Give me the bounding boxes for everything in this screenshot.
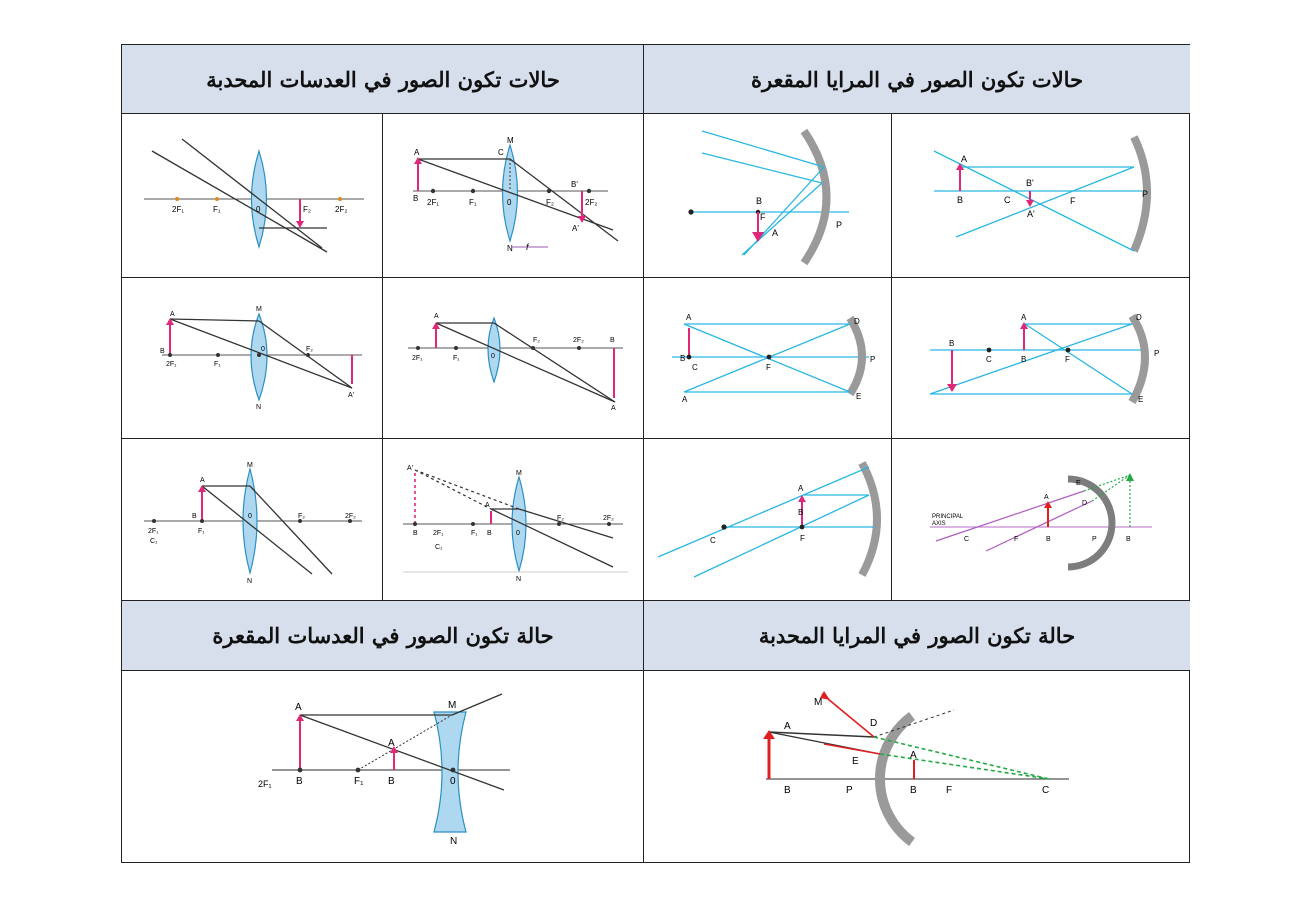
- label-a: A: [485, 502, 490, 509]
- label-o: 0: [256, 205, 261, 214]
- label-a: A: [784, 721, 791, 732]
- label-m: M: [516, 470, 522, 477]
- label-m: M: [448, 700, 457, 711]
- label-n: N: [507, 244, 513, 253]
- label-2f1: 2F₁: [258, 779, 272, 789]
- label-2f1: 2F₁: [172, 205, 185, 214]
- label-a-prime: A': [572, 224, 579, 233]
- label-c: C: [1042, 785, 1050, 796]
- label-2f1: 2F₁: [433, 530, 444, 537]
- label-m: M: [814, 697, 823, 708]
- label-b: B: [610, 337, 615, 344]
- label-c1: C₁: [150, 538, 158, 545]
- label-a: A: [686, 313, 692, 322]
- label-f2: F₂: [306, 346, 313, 353]
- label-a-prime: A: [611, 405, 616, 412]
- label-f1: F₁: [214, 361, 221, 368]
- label-a: A: [1044, 494, 1049, 501]
- header-convex-lenses-text: حالات تكون الصور في العدسات المحدبة: [206, 66, 560, 92]
- label-a-image: A: [910, 750, 917, 761]
- label-e: E: [1076, 480, 1081, 487]
- label-p: P: [836, 220, 843, 230]
- label-o: 0: [261, 346, 265, 353]
- ray-diagram: [122, 439, 382, 599]
- label-b-image: B: [910, 785, 917, 796]
- label-b: B: [798, 508, 804, 517]
- label-b: B: [1046, 536, 1051, 543]
- label-b: B: [756, 196, 763, 206]
- diagram-convex-lens-2: [383, 115, 643, 277]
- label-a: A: [170, 311, 175, 318]
- label-p: P: [1154, 349, 1160, 358]
- label-m: M: [247, 462, 253, 469]
- label-a: A: [772, 228, 779, 238]
- label-c: C: [710, 536, 716, 545]
- label-b: B: [784, 785, 791, 796]
- label-f: F: [800, 534, 805, 543]
- label-a: A: [1021, 313, 1027, 322]
- label-b-image: B: [388, 776, 395, 787]
- diagram-convex-lens-3: [122, 278, 382, 438]
- label-b: B: [957, 195, 964, 205]
- header-convex-mirror-text: حالة تكون الصور في المرايا المحدبة: [758, 623, 1076, 648]
- label-2f1: 2F₁: [412, 355, 423, 362]
- diagram-concave-mirror-6: [892, 439, 1190, 599]
- label-principal: PRINCIPAL: [932, 514, 964, 520]
- label-a-image: A: [388, 738, 395, 749]
- ray-diagram: [383, 278, 643, 438]
- label-f1: F₁: [453, 355, 460, 362]
- label-a: A: [798, 484, 804, 493]
- ray-diagram: [122, 278, 382, 438]
- diagram-concave-lens: [122, 672, 643, 863]
- label-b-prime: B': [1026, 178, 1034, 188]
- ray-diagram: [892, 278, 1190, 438]
- header-concave-lens: [122, 600, 644, 671]
- label-f: F: [766, 363, 771, 372]
- label-2f2: 2F₂: [585, 198, 598, 207]
- label-f2: F₂: [546, 198, 554, 207]
- label-d: D: [1082, 500, 1088, 507]
- label-a: A: [961, 154, 968, 164]
- label-f2: F₂: [533, 337, 540, 344]
- label-b-image: B: [949, 339, 955, 348]
- label-d: D: [854, 317, 860, 326]
- label-o: 0: [507, 198, 512, 207]
- diagram-convex-lens-4: [383, 278, 643, 438]
- label-focal-length: f: [526, 242, 529, 252]
- label-a-prime: A': [348, 392, 355, 399]
- label-o: 0: [491, 353, 495, 360]
- label-n: N: [450, 836, 458, 847]
- diagram-convex-lens-1: [122, 115, 382, 277]
- label-2f1: 2F₁: [166, 361, 177, 368]
- label-b: B: [680, 354, 686, 363]
- label-e: E: [852, 756, 859, 767]
- optics-table: [121, 44, 1190, 863]
- label-c: C: [1004, 195, 1011, 205]
- label-b-image: B: [1126, 536, 1131, 543]
- ray-diagram: [383, 439, 643, 599]
- label-a: A: [295, 702, 302, 713]
- diagram-concave-mirror-1: [644, 115, 891, 277]
- label-a: A: [200, 477, 205, 484]
- ray-diagram: [892, 439, 1190, 599]
- label-c: C: [498, 148, 504, 157]
- header-convex-mirror: [644, 600, 1190, 671]
- label-o: 0: [248, 513, 252, 520]
- label-p: P: [846, 785, 853, 796]
- label-b: B: [1021, 355, 1027, 364]
- label-f1: F₁: [198, 528, 205, 535]
- diagram-convex-mirror: [644, 672, 1190, 863]
- label-axis: AXIS: [932, 521, 946, 527]
- label-p: P: [1092, 536, 1097, 543]
- label-b: B: [192, 513, 197, 520]
- diagram-concave-mirror-3: [644, 278, 891, 438]
- label-f1: F₁: [213, 205, 221, 214]
- label-c1: C₁: [435, 544, 443, 551]
- label-2f1: 2F₁: [148, 528, 159, 535]
- diagram-concave-mirror-2: [892, 115, 1190, 277]
- diagram-concave-mirror-5: [644, 439, 891, 599]
- ray-diagram: [892, 115, 1190, 277]
- ray-diagram: [122, 672, 643, 863]
- ray-diagram: [122, 115, 382, 277]
- diagram-convex-lens-5: [122, 439, 382, 599]
- diagram-concave-mirror-4: [892, 278, 1190, 438]
- label-p: P: [1142, 189, 1149, 199]
- label-f1: F₁: [469, 198, 477, 207]
- label-n: N: [256, 404, 262, 411]
- label-b-prime: B': [571, 180, 578, 189]
- label-f1: F₁: [354, 776, 364, 787]
- ray-diagram: [644, 439, 891, 599]
- ray-diagram: [644, 115, 891, 277]
- ray-diagram: [644, 672, 1190, 863]
- label-a-prime: A': [407, 465, 414, 472]
- label-f: F: [1065, 355, 1070, 364]
- label-p: P: [870, 355, 876, 364]
- label-b-prime: B: [413, 530, 418, 537]
- label-b: B: [413, 194, 419, 203]
- label-d: D: [1136, 313, 1142, 322]
- label-c: C: [964, 536, 970, 543]
- ray-diagram: [383, 115, 643, 277]
- label-2f1: 2F₁: [427, 198, 440, 207]
- label-f: F: [1070, 196, 1076, 206]
- label-m: M: [256, 306, 262, 313]
- label-a: A: [434, 313, 439, 320]
- header-concave-lens-text: حالة تكون الصور في العدسات المقعرة: [212, 623, 554, 648]
- header-convex-lenses: [122, 45, 644, 114]
- label-b: B: [160, 348, 165, 355]
- ray-diagram: [644, 278, 891, 438]
- label-c: C: [692, 363, 698, 372]
- label-c: C: [986, 355, 992, 364]
- label-2f2: 2F₂: [345, 513, 356, 520]
- label-n: N: [516, 576, 522, 583]
- label-b: B: [296, 776, 303, 787]
- label-2f2: 2F₂: [603, 515, 614, 522]
- label-e: E: [856, 392, 862, 401]
- diagram-convex-lens-6: [383, 439, 643, 599]
- label-f: F: [946, 785, 953, 796]
- label-b: B: [487, 530, 492, 537]
- label-d: D: [870, 718, 878, 729]
- label-2f2: 2F₂: [573, 337, 584, 344]
- label-n: N: [247, 578, 253, 585]
- label-f2: F₂: [557, 515, 564, 522]
- label-o: 0: [450, 776, 456, 787]
- header-concave-mirrors: [644, 45, 1190, 114]
- label-o: 0: [516, 530, 520, 537]
- label-f2: F₂: [298, 513, 305, 520]
- label-e: E: [1138, 395, 1144, 404]
- label-f: F: [1014, 536, 1019, 543]
- label-a: A: [414, 148, 420, 157]
- label-f: F: [760, 212, 766, 222]
- label-a-prime: A': [1027, 209, 1035, 219]
- label-f2: F₂: [303, 205, 311, 214]
- header-concave-mirrors-text: حالات تكون الصور في المرايا المقعرة: [750, 66, 1084, 92]
- label-f1: F₁: [471, 530, 478, 537]
- label-a-prime: A: [682, 395, 688, 404]
- label-m: M: [507, 136, 514, 145]
- label-2f2: 2F₂: [335, 205, 348, 214]
